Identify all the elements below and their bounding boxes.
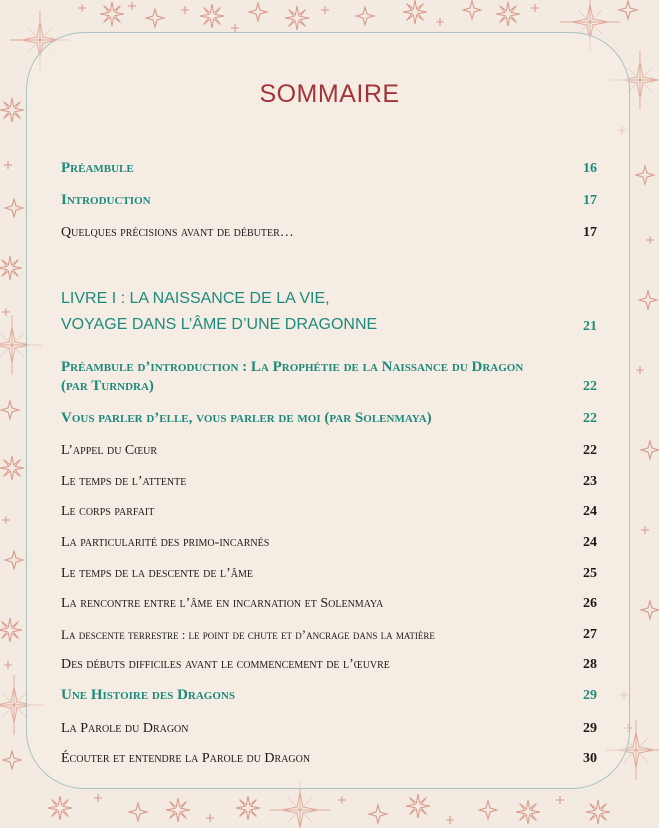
toc-entry-page: 30 [583,751,597,766]
toc-entry-label: Quelques précisions avant de débuter… [61,225,294,240]
toc-entry-label: Le temps de l’attente [61,474,187,489]
toc-entry-page: 29 [583,721,597,736]
toc-entry[interactable] [61,654,597,674]
toc-entry-label: Préambule [61,160,134,176]
toc-entry-page: 24 [583,535,597,550]
toc-entry[interactable] [61,685,597,705]
toc-entry-label-line2: (par Turndra) [61,378,154,394]
toc-entry-label [61,358,571,396]
toc-entry[interactable] [61,471,597,491]
toc-book-title-line1: LIVRE I : LA NAISSANCE DE LA VIE, [61,290,330,307]
toc-entry-page: 24 [583,504,597,519]
toc-entry-label: L’appel du Cœur [61,443,158,458]
toc-entry-page: 26 [583,596,597,611]
toc-entry[interactable] [61,748,597,768]
toc-entry[interactable] [61,718,597,738]
toc-entry-page: 17 [583,193,597,208]
toc-entry-page: 29 [583,688,597,703]
page-title: SOMMAIRE [259,80,400,108]
toc-entry[interactable] [61,190,597,210]
toc-entry-page: 22 [583,379,597,394]
toc-entry-page: 27 [583,627,597,642]
toc-entry-label: La particularité des primo-incarnés [61,535,270,550]
toc-entry-label-line1: Préambule d’introduction : La Prophétie de la Naissance du Dragon [61,359,524,375]
toc-entry-label: La descente terrestre : le point de chute et d’ancrage dans la matière [61,627,435,642]
toc-entry-label: Une Histoire des Dragons [61,687,235,703]
toc-entry-page: 16 [583,161,597,176]
toc-entry-label: Écouter et entendre la Parole du Dragon [61,751,311,766]
toc-entry[interactable] [61,440,597,460]
toc-entry[interactable] [61,532,597,552]
toc-entry[interactable] [61,593,597,613]
toc-entry[interactable] [61,356,597,396]
toc-entry-label: La Parole du Dragon [61,721,189,736]
toc-entry-label: Des débuts difficiles avant le commencement de l’œuvre [61,657,390,672]
toc-entry-label: Introduction [61,192,151,208]
toc-entry[interactable] [61,501,597,521]
toc-entry-page: 25 [583,566,597,581]
toc-entry[interactable] [61,222,597,242]
toc-entry[interactable] [61,408,597,428]
toc-entry-label: La rencontre entre l’âme en incarnation et Solenmaya [61,596,384,611]
toc-entry[interactable] [61,563,597,583]
toc-entry-page: 22 [583,443,597,458]
toc-entry-page: 21 [583,319,597,334]
toc-entry[interactable] [61,158,597,178]
toc-book-title [61,286,561,338]
toc-entry-page: 28 [583,657,597,672]
toc-entry-label: Vous parler d’elle, vous parler de moi (par Solenmaya) [61,410,432,426]
toc-entry-label: Le temps de la descente de l’âme [61,566,253,581]
toc-book-heading[interactable] [61,286,597,338]
toc-entry-page: 17 [583,225,597,240]
toc-entry-page: 23 [583,474,597,489]
toc-entry-page: 22 [583,411,597,426]
toc-book-title-line2: VOYAGE DANS L’ÂME D’UNE DRAGONNE [61,316,378,333]
toc-entry[interactable] [61,624,597,644]
toc-entry-label: Le corps parfait [61,504,155,519]
